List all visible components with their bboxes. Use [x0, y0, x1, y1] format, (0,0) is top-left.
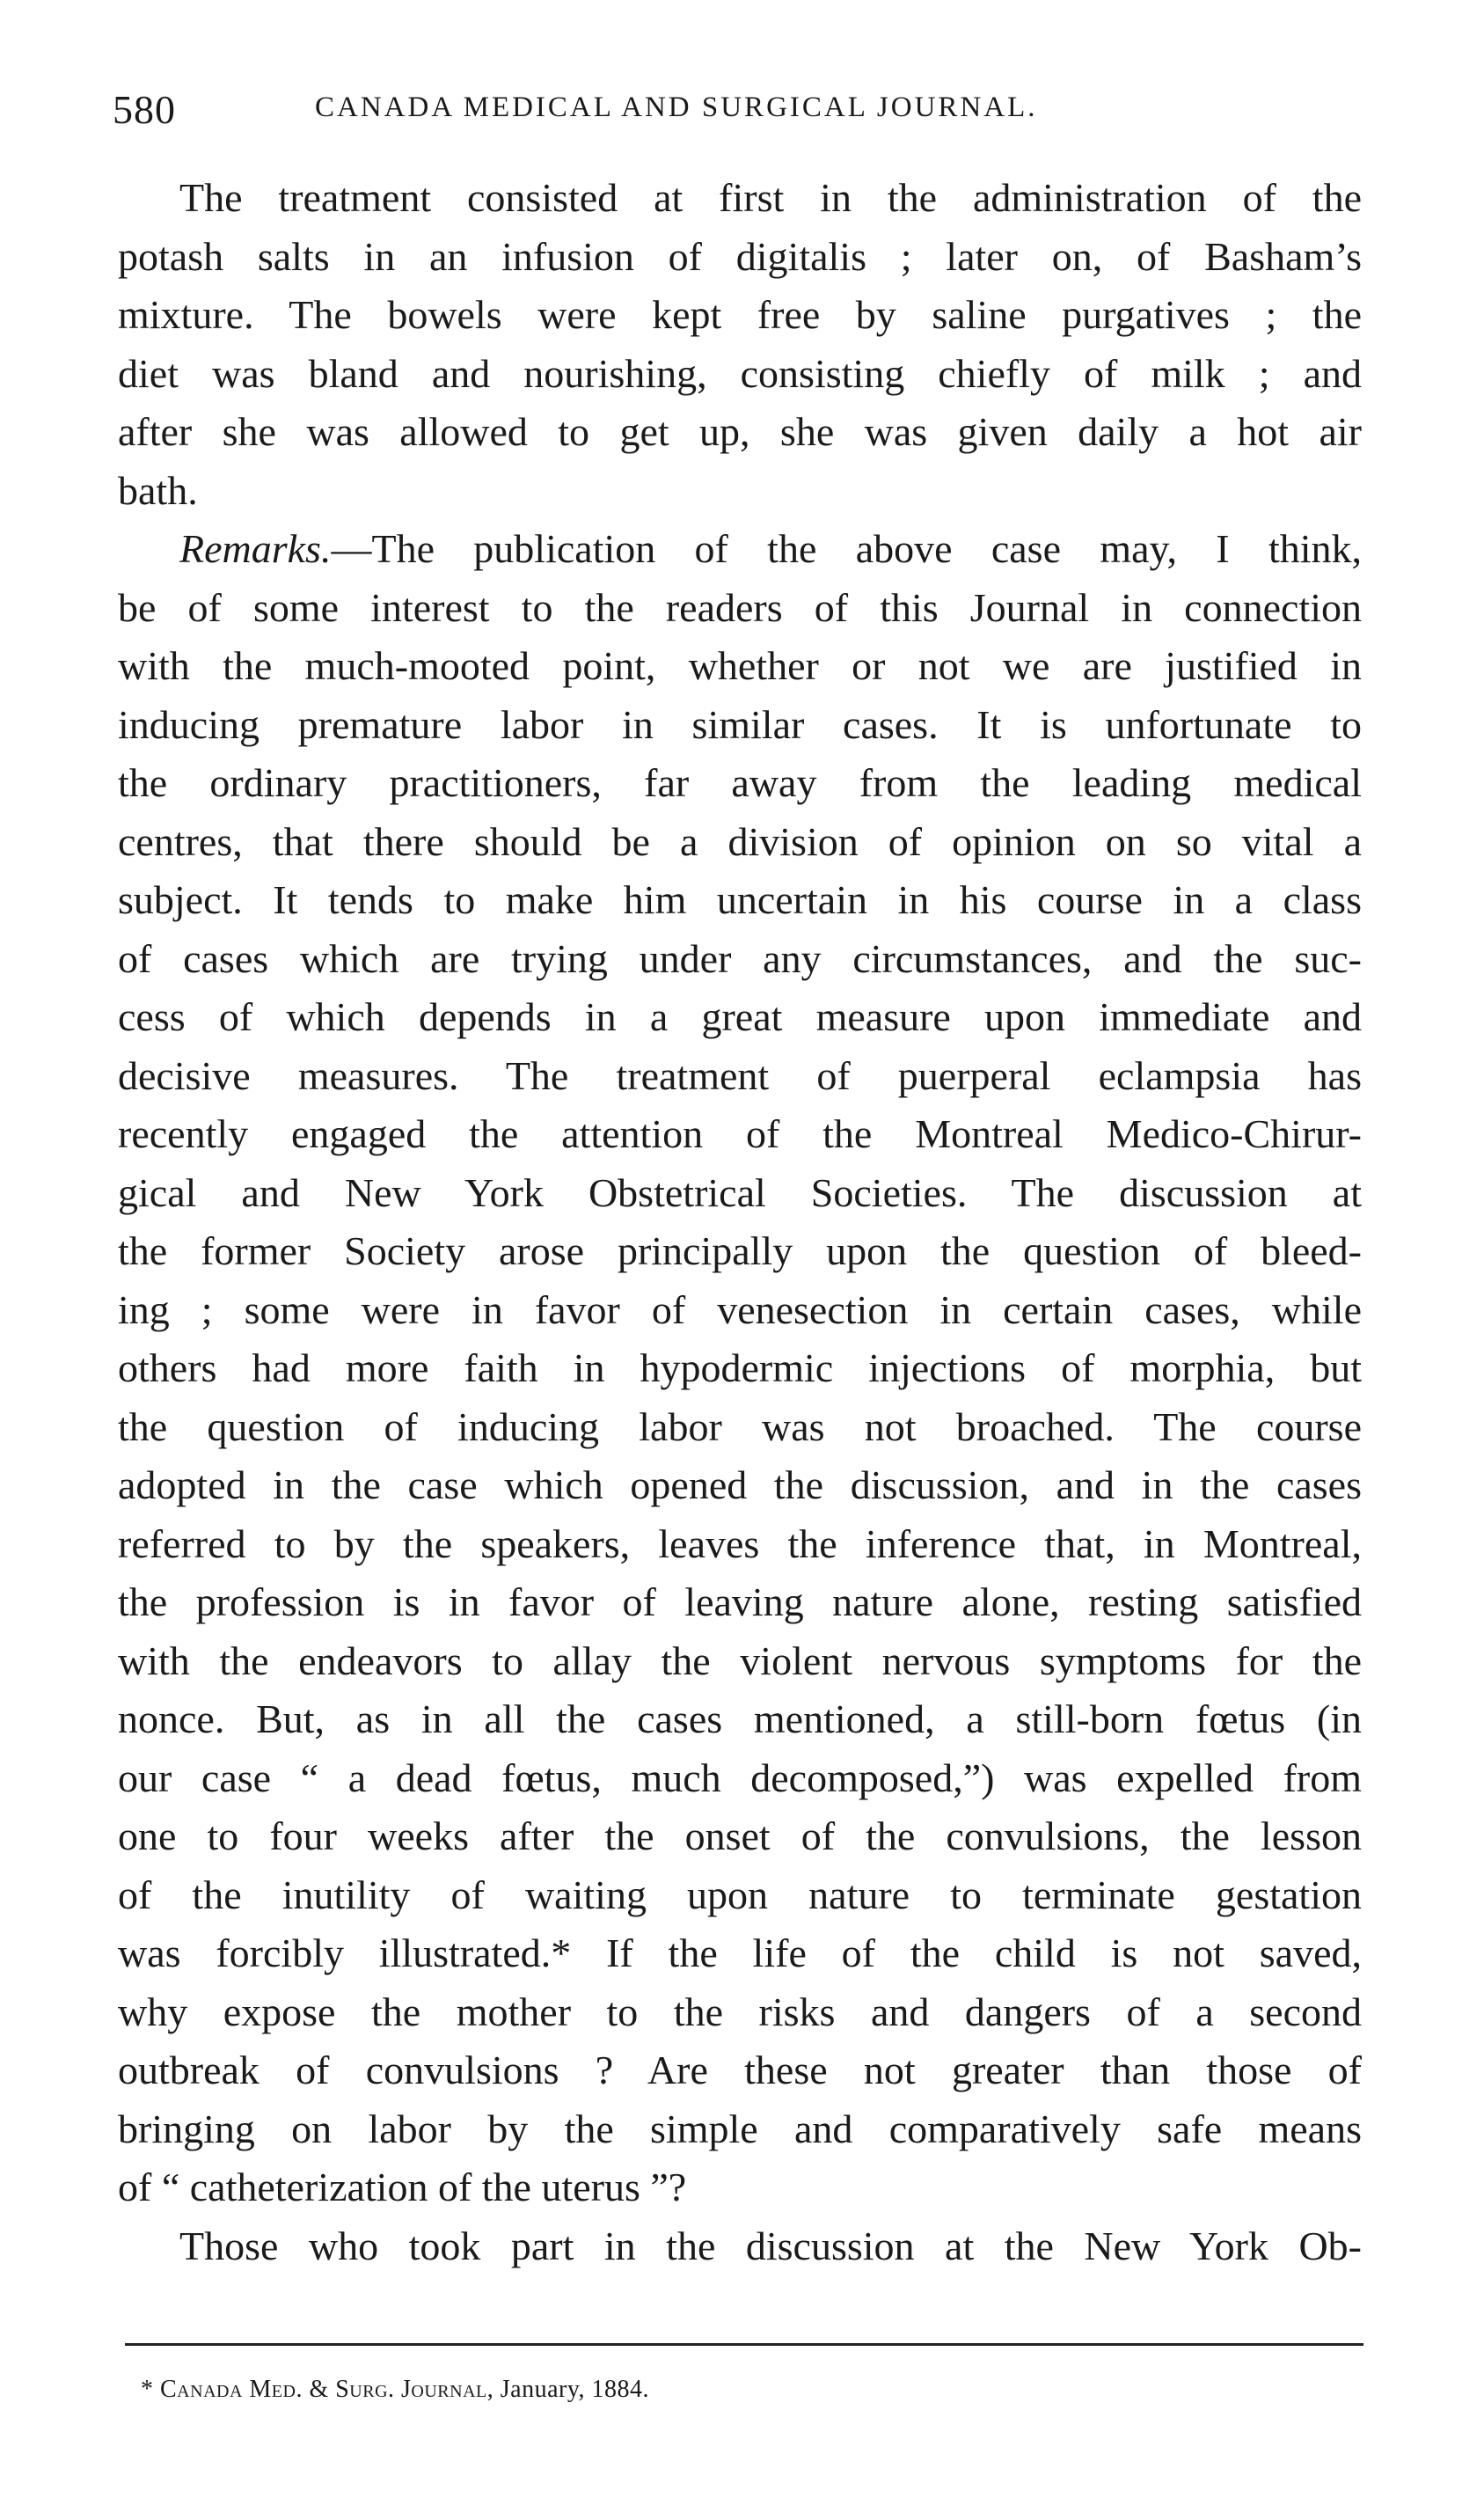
text-line: referred to by the speakers, leaves the inference that, in Montreal, — [118, 1520, 1362, 1566]
text-line: diet was bland and nourishing, consisting chiefly of milk ; and — [118, 350, 1362, 396]
footnote-journal: Canada Med. & Surg. Journal — [160, 2376, 487, 2403]
text-line: mixture. The bowels were kept free by saline purgatives ; the — [118, 292, 1362, 337]
text-line: bath. — [118, 467, 198, 513]
page-header — [113, 86, 1362, 139]
footnote-divider — [125, 2343, 1363, 2346]
text-line: be of some interest to the readers of this Journal in connection — [118, 584, 1362, 630]
text-line: the ordinary practitioners, far away from the leading medical — [118, 760, 1362, 805]
text-line: with the much-mooted point, whether or not we are justified in — [118, 643, 1362, 688]
text-line: decisive measures. The treatment of puerperal eclampsia has — [118, 1052, 1362, 1098]
text-line: adopted in the case which opened the discussion, and in the cases — [118, 1462, 1362, 1507]
text-line: with the endeavors to allay the violent nervous symptoms for the — [118, 1637, 1362, 1683]
text-line: outbreak of convulsions ? Are these not greater than those of — [118, 2047, 1362, 2092]
text-line: bringing on labor by the simple and comparatively safe means — [118, 2106, 1362, 2151]
text-line: inducing premature labor in similar cases. It is unfortunate to — [118, 701, 1362, 747]
text-line: one to four weeks after the onset of the convulsions, the lesson — [118, 1813, 1362, 1858]
body-text — [118, 169, 1362, 2275]
remarks-label: Remarks. — [179, 526, 332, 571]
text-line: of the inutility of waiting upon nature to terminate gestation — [118, 1872, 1362, 1917]
text-line: The treatment consisted at first in the administration of the — [179, 175, 1362, 220]
text-line: was forcibly illustrated.* If the life of the child is not saved, — [118, 1930, 1362, 1975]
text-line: Those who took part in the discussion at the New York Ob- — [179, 2223, 1362, 2268]
text-line: of cases which are trying under any circumstances, and the suc- — [118, 935, 1362, 981]
text-line: recently engaged the attention of the Montreal Medico-Chirur- — [118, 1111, 1362, 1156]
text-line: subject. It tends to make him uncertain in his course in a class — [118, 877, 1362, 922]
text-line: our case “ a dead fœtus, much decomposed,”) was expelled from — [118, 1754, 1362, 1800]
text-line: ing ; some were in favor of venesection in certain cases, while — [118, 1286, 1362, 1332]
footnote-marker: * — [141, 2376, 154, 2403]
text-line: the question of inducing labor was not broached. The course — [118, 1403, 1362, 1449]
page-number: 580 — [113, 87, 176, 132]
footnote-date: , January, 1884. — [486, 2376, 650, 2403]
footnote — [141, 2376, 649, 2404]
text-line: the former Society arose principally upon the question of bleed- — [118, 1228, 1362, 1273]
text-line: gical and New York Obstetrical Societies. The discussion at — [118, 1169, 1362, 1215]
text-line: the profession is in favor of leaving nature alone, resting satisfied — [118, 1579, 1362, 1624]
text-line: potash salts in an infusion of digitalis ; later on, of Basham’s — [118, 233, 1362, 279]
remarks-line — [118, 520, 1362, 579]
text-line: why expose the mother to the risks and dangers of a second — [118, 1989, 1362, 2034]
text-line: centres, that there should be a division of opinion on so vital a — [118, 818, 1362, 864]
text-line: after she was allowed to get up, she was given daily a hot air — [118, 409, 1362, 454]
text-line: cess of which depends in a great measure upon immediate and — [118, 994, 1362, 1039]
text-line: of “ catheterization of the uterus ”? — [118, 2165, 687, 2209]
text-line: nonce. But, as in all the cases mentioned, a still-born fœtus (in — [118, 1696, 1362, 1741]
running-head: CANADA MEDICAL AND SURGICAL JOURNAL. — [315, 92, 1038, 123]
text-line: others had more faith in hypodermic injections of morphia, but — [118, 1345, 1362, 1390]
remarks-text: —The publication of the above case may, I think, — [331, 526, 1362, 571]
